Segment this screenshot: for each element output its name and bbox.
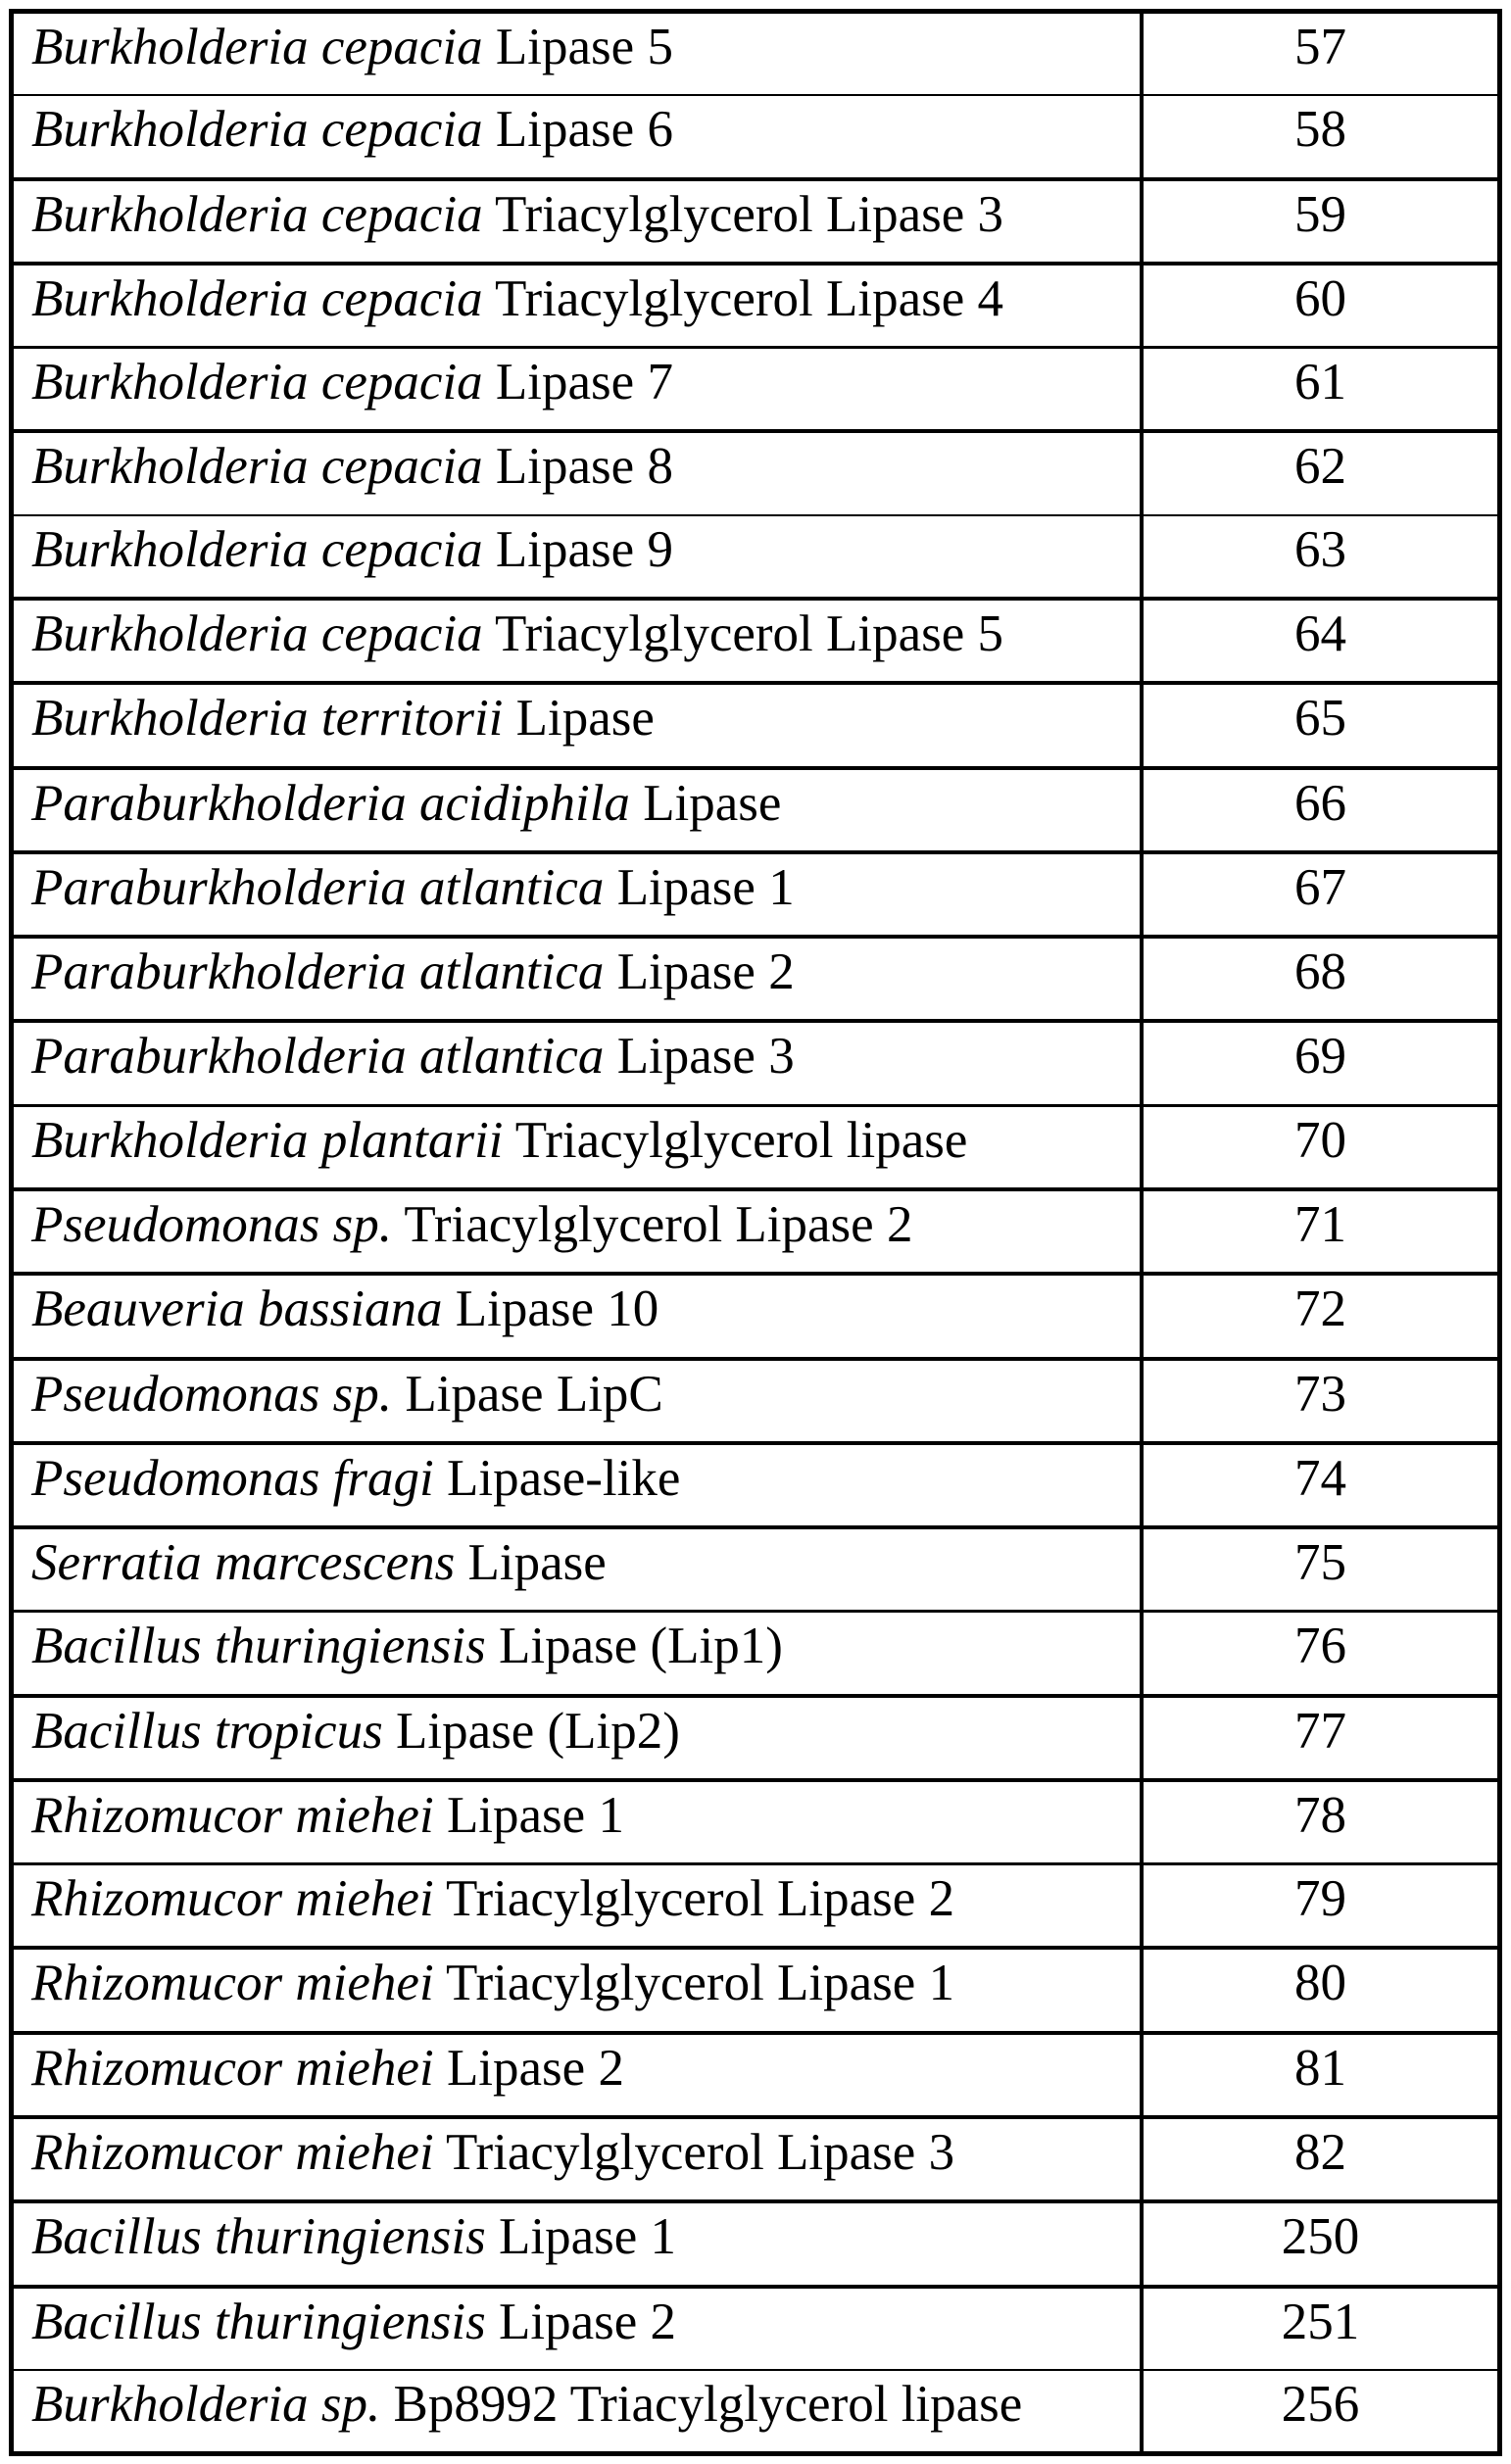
enzyme-label: Lipase (Lip2) bbox=[395, 1702, 680, 1760]
table-row bbox=[14, 514, 1497, 597]
enzyme-label: Triacylglycerol Lipase 4 bbox=[494, 269, 1004, 327]
seq-id-number: 58 bbox=[1294, 101, 1346, 159]
table-row bbox=[14, 1694, 1497, 1778]
seq-id-cell bbox=[1140, 14, 1497, 94]
seq-id-number: 256 bbox=[1281, 2375, 1360, 2433]
enzyme-label: Lipase 7 bbox=[495, 354, 673, 411]
seq-id-number: 63 bbox=[1294, 520, 1346, 578]
seq-id-number: 250 bbox=[1281, 2208, 1360, 2266]
seq-id-number: 78 bbox=[1294, 1786, 1346, 1844]
seq-id-cell bbox=[1140, 601, 1497, 681]
table-row bbox=[14, 2031, 1497, 2115]
enzyme-label: Lipase 6 bbox=[495, 101, 673, 159]
seq-id-cell bbox=[1140, 939, 1497, 1019]
seq-id-cell bbox=[1140, 854, 1497, 935]
enzyme-label: Lipase 1 bbox=[446, 1786, 624, 1844]
organism-name: Paraburkholderia atlantica bbox=[31, 943, 605, 1001]
seq-id-cell bbox=[1140, 1445, 1497, 1525]
organism-name: Burkholderia cepacia bbox=[31, 604, 483, 662]
table-row bbox=[14, 14, 1497, 94]
organism-name: Rhizomucor miehei bbox=[31, 1955, 434, 2012]
seq-id-number: 65 bbox=[1294, 690, 1346, 748]
table-row bbox=[14, 1946, 1497, 2030]
seq-id-number: 68 bbox=[1294, 943, 1346, 1001]
table-row bbox=[14, 2285, 1497, 2369]
organism-name: Pseudomonas sp. bbox=[31, 1365, 393, 1423]
seq-id-cell bbox=[1140, 1191, 1497, 1272]
organism-name: Serratia marcescens bbox=[31, 1534, 456, 1592]
lipase-name-cell bbox=[14, 2371, 1140, 2451]
lipase-name-cell bbox=[14, 14, 1140, 94]
seq-id-cell bbox=[1140, 1529, 1497, 1610]
organism-name: Burkholderia territorii bbox=[31, 690, 504, 748]
seq-id-cell bbox=[1140, 685, 1497, 765]
table-row bbox=[14, 2199, 1497, 2284]
organism-name: Bacillus tropicus bbox=[31, 1702, 383, 1760]
organism-name: Pseudomonas sp. bbox=[31, 1195, 393, 1253]
table-row bbox=[14, 1104, 1497, 1187]
seq-id-number: 79 bbox=[1294, 1870, 1346, 1928]
table-row bbox=[14, 1019, 1497, 1103]
enzyme-label: Triacylglycerol lipase bbox=[514, 1111, 968, 1169]
enzyme-label: Lipase bbox=[515, 690, 655, 748]
organism-name: Bacillus thuringiensis bbox=[31, 1618, 486, 1675]
lipase-name-cell bbox=[14, 266, 1140, 346]
lipase-name-cell bbox=[14, 939, 1140, 1019]
seq-id-cell bbox=[1140, 2119, 1497, 2199]
organism-name: Paraburkholderia acidiphila bbox=[31, 774, 630, 832]
seq-id-cell bbox=[1140, 96, 1497, 176]
seq-id-number: 67 bbox=[1294, 858, 1346, 916]
enzyme-label: Lipase 1 bbox=[616, 858, 795, 916]
organism-name: Pseudomonas fragi bbox=[31, 1449, 434, 1507]
table-row bbox=[14, 429, 1497, 513]
enzyme-label: Lipase 8 bbox=[495, 438, 673, 496]
seq-id-number: 59 bbox=[1294, 185, 1346, 243]
lipase-name-cell bbox=[14, 2203, 1140, 2284]
lipase-name-cell bbox=[14, 1107, 1140, 1187]
seq-id-cell bbox=[1140, 1107, 1497, 1187]
organism-name: Rhizomucor miehei bbox=[31, 1870, 434, 1928]
organism-name: Beauveria bassiana bbox=[31, 1280, 443, 1338]
lipase-name-cell bbox=[14, 2119, 1140, 2199]
seq-id-cell bbox=[1140, 181, 1497, 262]
seq-id-number: 75 bbox=[1294, 1534, 1346, 1592]
seq-id-number: 62 bbox=[1294, 438, 1346, 496]
seq-id-cell bbox=[1140, 2371, 1497, 2451]
seq-id-cell bbox=[1140, 349, 1497, 429]
seq-id-cell bbox=[1140, 2203, 1497, 2284]
seq-id-number: 73 bbox=[1294, 1365, 1346, 1423]
lipase-name-cell bbox=[14, 601, 1140, 681]
enzyme-label: Lipase LipC bbox=[405, 1365, 663, 1423]
organism-name: Burkholderia cepacia bbox=[31, 19, 483, 75]
lipase-name-cell bbox=[14, 1529, 1140, 1610]
organism-name: Bacillus thuringiensis bbox=[31, 2293, 486, 2350]
seq-id-cell bbox=[1140, 433, 1497, 513]
lipase-name-cell bbox=[14, 2035, 1140, 2115]
seq-id-cell bbox=[1140, 1361, 1497, 1441]
seq-id-number: 69 bbox=[1294, 1028, 1346, 1086]
table-row bbox=[14, 2369, 1497, 2451]
enzyme-label: Triacylglycerol Lipase 1 bbox=[445, 1955, 955, 2012]
organism-name: Burkholderia plantarii bbox=[31, 1111, 504, 1169]
table-row bbox=[14, 766, 1497, 850]
table-row bbox=[14, 1778, 1497, 1862]
seq-id-number: 57 bbox=[1294, 19, 1346, 75]
enzyme-label: Lipase bbox=[467, 1534, 607, 1592]
seq-id-cell bbox=[1140, 266, 1497, 346]
seq-id-cell bbox=[1140, 1865, 1497, 1946]
enzyme-label: Lipase 2 bbox=[499, 2293, 677, 2350]
enzyme-label: Lipase 9 bbox=[495, 520, 673, 578]
lipase-name-cell bbox=[14, 1361, 1140, 1441]
seq-id-cell bbox=[1140, 770, 1497, 850]
lipase-name-cell bbox=[14, 854, 1140, 935]
organism-name: Burkholderia cepacia bbox=[31, 520, 483, 578]
table-row bbox=[14, 597, 1497, 681]
seq-id-cell bbox=[1140, 2289, 1497, 2369]
seq-id-number: 81 bbox=[1294, 2039, 1346, 2097]
enzyme-label: Triacylglycerol Lipase 2 bbox=[445, 1870, 955, 1928]
seq-id-number: 74 bbox=[1294, 1449, 1346, 1507]
organism-name: Bacillus thuringiensis bbox=[31, 2208, 486, 2266]
lipase-name-cell bbox=[14, 1023, 1140, 1103]
table-row bbox=[14, 1610, 1497, 1693]
seq-id-number: 71 bbox=[1294, 1195, 1346, 1253]
seq-id-cell bbox=[1140, 1782, 1497, 1862]
seq-id-cell bbox=[1140, 1023, 1497, 1103]
lipase-name-cell bbox=[14, 1698, 1140, 1778]
seq-id-number: 61 bbox=[1294, 354, 1346, 411]
lipase-name-cell bbox=[14, 1276, 1140, 1356]
organism-name: Rhizomucor miehei bbox=[31, 2124, 434, 2182]
enzyme-label: Lipase 5 bbox=[495, 19, 673, 75]
enzyme-label: Lipase 1 bbox=[499, 2208, 677, 2266]
enzyme-label: Lipase 2 bbox=[446, 2039, 624, 2097]
organism-name: Rhizomucor miehei bbox=[31, 2039, 434, 2097]
seq-id-cell bbox=[1140, 1613, 1497, 1693]
seq-id-number: 80 bbox=[1294, 1955, 1346, 2012]
table-row bbox=[14, 681, 1497, 765]
table-row bbox=[14, 262, 1497, 346]
lipase-name-cell bbox=[14, 349, 1140, 429]
organism-name: Paraburkholderia atlantica bbox=[31, 1028, 605, 1086]
seq-id-number: 70 bbox=[1294, 1111, 1346, 1169]
table-row bbox=[14, 1525, 1497, 1610]
enzyme-label: Triacylglycerol Lipase 3 bbox=[494, 185, 1004, 243]
organism-name: Burkholderia cepacia bbox=[31, 101, 483, 159]
seq-id-number: 60 bbox=[1294, 269, 1346, 327]
lipase-name-cell bbox=[14, 1950, 1140, 2030]
seq-id-cell bbox=[1140, 2035, 1497, 2115]
lipase-name-cell bbox=[14, 1782, 1140, 1862]
organism-name: Burkholderia sp. bbox=[31, 2375, 381, 2433]
table-row bbox=[14, 2115, 1497, 2199]
table-row bbox=[14, 1862, 1497, 1946]
seq-id-number: 76 bbox=[1294, 1618, 1346, 1675]
table-row bbox=[14, 177, 1497, 262]
enzyme-label: Bp8992 Triacylglycerol lipase bbox=[393, 2375, 1023, 2433]
table-row bbox=[14, 346, 1497, 429]
seq-id-number: 66 bbox=[1294, 774, 1346, 832]
seq-id-number: 72 bbox=[1294, 1280, 1346, 1338]
enzyme-label: Triacylglycerol Lipase 3 bbox=[445, 2124, 955, 2182]
organism-name: Burkholderia cepacia bbox=[31, 185, 483, 243]
enzyme-label: Lipase bbox=[643, 774, 782, 832]
table-row bbox=[14, 1272, 1497, 1356]
lipase-name-cell bbox=[14, 516, 1140, 597]
lipase-name-cell bbox=[14, 96, 1140, 176]
table-row bbox=[14, 850, 1497, 935]
lipase-sequence-table bbox=[9, 9, 1502, 2456]
seq-id-number: 77 bbox=[1294, 1702, 1346, 1760]
table-row bbox=[14, 1187, 1497, 1272]
lipase-name-cell bbox=[14, 685, 1140, 765]
enzyme-label: Triacylglycerol Lipase 2 bbox=[404, 1195, 913, 1253]
enzyme-label: Lipase 3 bbox=[616, 1028, 795, 1086]
organism-name: Burkholderia cepacia bbox=[31, 269, 483, 327]
table-row bbox=[14, 1357, 1497, 1441]
lipase-name-cell bbox=[14, 181, 1140, 262]
organism-name: Burkholderia cepacia bbox=[31, 438, 483, 496]
table-row bbox=[14, 94, 1497, 176]
lipase-name-cell bbox=[14, 433, 1140, 513]
table-row bbox=[14, 1441, 1497, 1525]
lipase-name-cell bbox=[14, 1191, 1140, 1272]
lipase-name-cell bbox=[14, 770, 1140, 850]
seq-id-number: 82 bbox=[1294, 2124, 1346, 2182]
lipase-name-cell bbox=[14, 1445, 1140, 1525]
lipase-name-cell bbox=[14, 2289, 1140, 2369]
table-row bbox=[14, 935, 1497, 1019]
organism-name: Burkholderia cepacia bbox=[31, 354, 483, 411]
seq-id-cell bbox=[1140, 1276, 1497, 1356]
seq-id-cell bbox=[1140, 1950, 1497, 2030]
lipase-name-cell bbox=[14, 1613, 1140, 1693]
seq-id-number: 251 bbox=[1281, 2293, 1360, 2350]
organism-name: Paraburkholderia atlantica bbox=[31, 858, 605, 916]
enzyme-label: Lipase-like bbox=[447, 1449, 681, 1507]
enzyme-label: Lipase 10 bbox=[455, 1280, 659, 1338]
seq-id-number: 64 bbox=[1294, 604, 1346, 662]
seq-id-cell bbox=[1140, 1698, 1497, 1778]
lipase-name-cell bbox=[14, 1865, 1140, 1946]
enzyme-label: Lipase 2 bbox=[616, 943, 795, 1001]
enzyme-label: Lipase (Lip1) bbox=[499, 1618, 783, 1675]
enzyme-label: Triacylglycerol Lipase 5 bbox=[494, 604, 1004, 662]
organism-name: Rhizomucor miehei bbox=[31, 1786, 434, 1844]
seq-id-cell bbox=[1140, 516, 1497, 597]
